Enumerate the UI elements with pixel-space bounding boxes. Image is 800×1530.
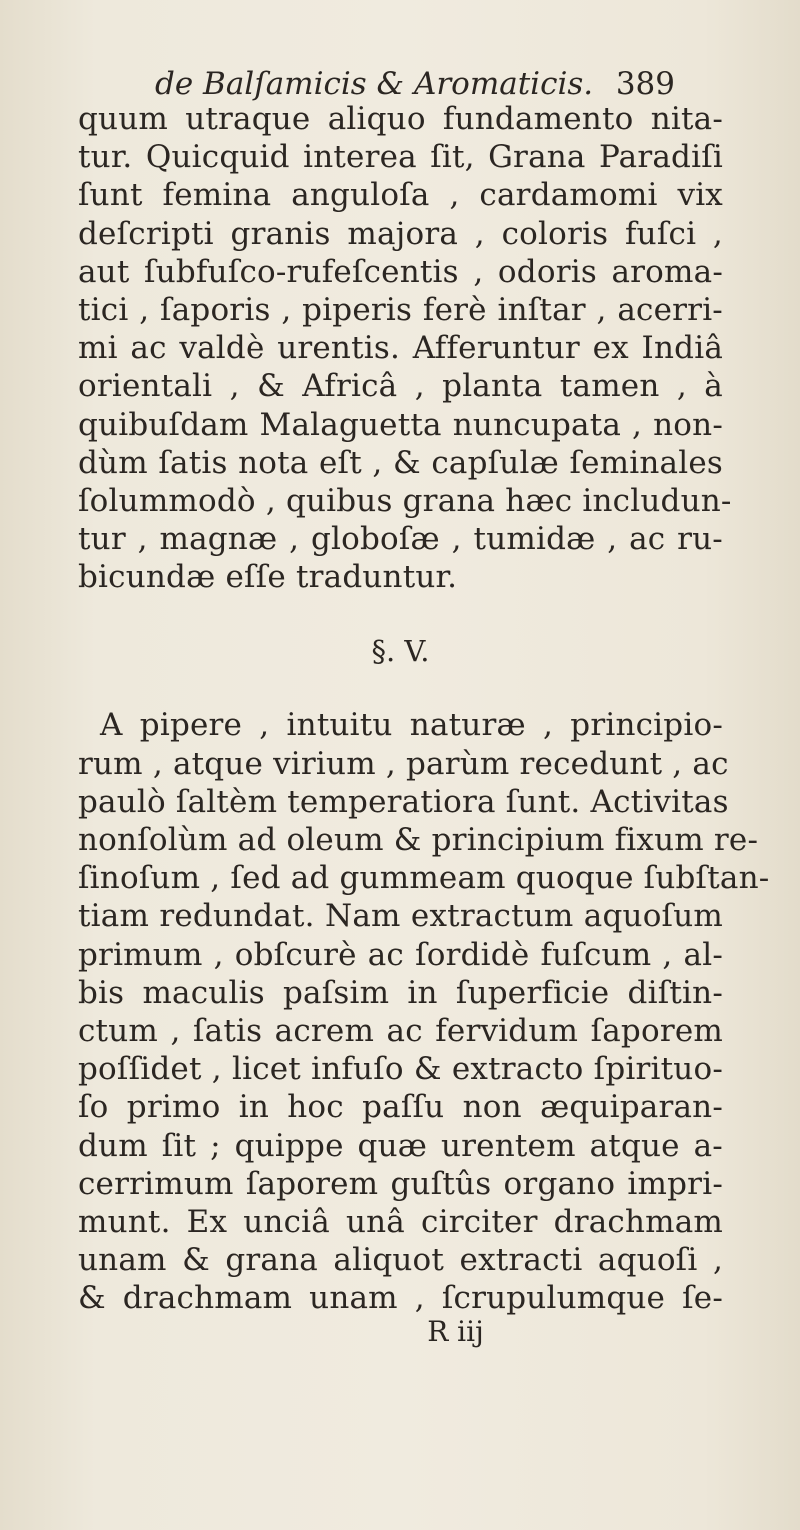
- page-number: 389: [615, 66, 675, 102]
- text-line: mi ac valdè urentis. Afferuntur ex Indiâ: [78, 330, 723, 367]
- text-line: quibuſdam Malaguetta nuncupata , non-: [78, 406, 723, 443]
- text-line: primum , obſcurè ac ſordidè fuſcum , al-: [78, 936, 723, 973]
- text-line: rum , atque virium , parùm recedunt , ac: [78, 745, 729, 782]
- text-line: ctum , ſatis acrem ac fervidum ſaporem: [78, 1012, 723, 1049]
- text-line: bis maculis paſsim in ſuperficie diſtin-: [78, 974, 723, 1011]
- text-line: & drachmam unam , ſcrupulumque ſe-: [78, 1280, 723, 1317]
- text-line: tur , magnæ , globoſæ , tumidæ , ac ru-: [78, 521, 723, 558]
- text-line: deſcripti granis majora , coloris fuſci ,: [78, 215, 723, 252]
- text-line: tur. Quicquid interea ſit, Grana Paradiſi: [78, 139, 723, 176]
- text-line: nonſolùm ad oleum & principium fixum re-: [78, 822, 759, 858]
- text-line: ſunt femina anguloſa , cardamomi vix: [78, 177, 723, 214]
- text-line: poſſidet , licet infuſo & extracto ſpirituo-: [78, 1051, 723, 1088]
- text-line: munt. Ex unciâ unâ circiter drachmam: [78, 1203, 723, 1240]
- text-line: orientali , & Africâ , planta tamen , à: [78, 368, 723, 405]
- text-line: ſinoſum , ſed ad gummeam quoque ſubſtan-: [78, 860, 770, 897]
- text-line: tiam redundat. Nam extractum aquoſum: [78, 898, 723, 935]
- text-line: A pipere , intuitu naturæ , principio-: [100, 707, 723, 744]
- section-heading: §. V.: [371, 634, 430, 669]
- body-text: [78, 100, 770, 1355]
- text-line: aut ſubfuſco-rufeſcentis , odoris aroma-: [78, 253, 723, 290]
- text-line: paulò ſaltèm temperatiora ſunt. Activitas: [78, 783, 729, 820]
- text-line: cerrimum ſaporem guſtûs organo impri-: [78, 1165, 723, 1202]
- text-line: dum ſit ; quippe quæ urentem atque a-: [78, 1127, 723, 1164]
- text-line: quum utraque aliquo fundamento nita-: [78, 101, 723, 137]
- text-line: unam & grana aliquot extracti aquoſi ,: [78, 1242, 723, 1279]
- text-line: dùm ſatis nota eſt , & capſulæ ſeminales: [78, 444, 723, 481]
- running-title: de Balſamicis & Aromaticis.: [155, 66, 594, 102]
- text-line: bicundæ eſſe traduntur.: [78, 559, 458, 596]
- text-line: ſo primo in hoc paſſu non æquiparan-: [78, 1089, 723, 1126]
- text-line: ſolummodò , quibus grana hæc includun-: [78, 482, 732, 519]
- text-line: tici , ſaporis , piperis ferè inſtar , acerri-: [78, 291, 723, 328]
- catchword-signature: R iij: [427, 1315, 484, 1349]
